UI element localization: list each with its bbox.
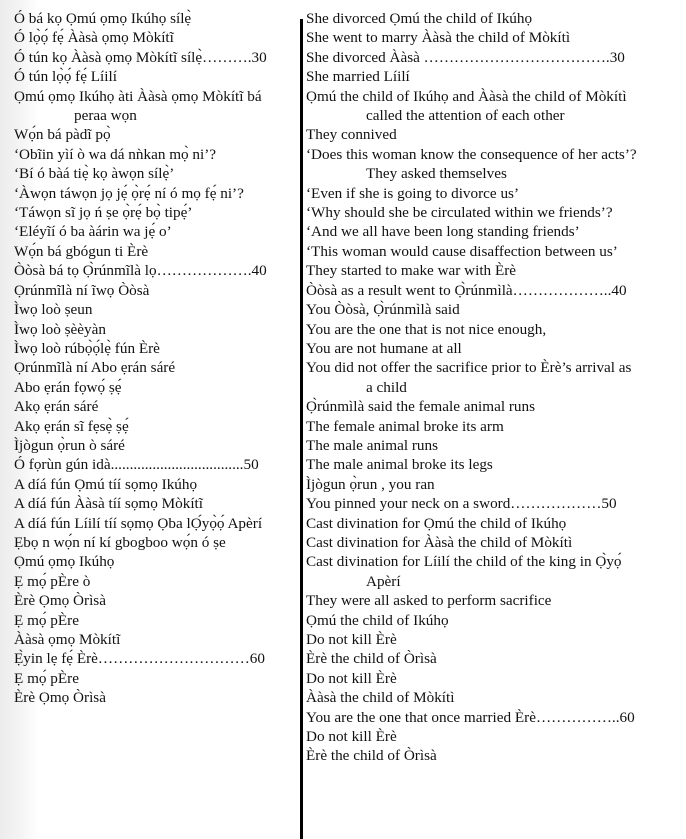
yoruba-line-text: A díá fún Ààsà tíí sọmọ Mòkítĩ <box>14 495 203 513</box>
english-line <box>306 320 678 339</box>
english-line-text: She divorced Ààsà ……………………………….30 <box>306 48 625 66</box>
english-line-text: The male animal broke its legs <box>306 456 493 474</box>
english-line-text: They started to make war with Èrè <box>306 262 517 280</box>
english-line <box>306 708 678 727</box>
yoruba-line-text: Ó bá kọ Ọmú ọmọ Ikúhọ sílẹ̀ <box>14 10 192 27</box>
yoruba-line-text: Èrè Ọmọ Òrìsà <box>14 689 106 707</box>
yoruba-line <box>14 145 298 164</box>
yoruba-line <box>14 28 298 47</box>
english-line-text: They connived <box>306 126 397 144</box>
yoruba-line <box>14 494 298 513</box>
yoruba-line-text: Ìwọ loò rúbọ̀ọ́lẹ̀ fún Èrè <box>14 339 160 357</box>
yoruba-line <box>14 222 298 241</box>
english-line <box>306 125 678 144</box>
yoruba-line-text: Ọrúnmĩlà ní ĩwọ Òòsà <box>14 281 150 299</box>
english-line-text: Ọmú the child of Ikúhọ <box>306 611 449 629</box>
english-line <box>306 48 678 67</box>
yoruba-line <box>14 281 298 300</box>
english-line-text: The female animal broke its arm <box>306 417 504 435</box>
english-line <box>306 9 678 28</box>
yoruba-line <box>14 417 298 436</box>
english-line <box>306 514 678 533</box>
english-line <box>306 669 678 688</box>
yoruba-line <box>14 436 298 455</box>
english-line-text: Ìjògun ọ̀run , you ran <box>306 475 435 493</box>
english-line-text: Cast divination for Ààsà the child of Mòkítì <box>306 533 573 551</box>
english-line <box>306 533 678 552</box>
yoruba-verse-column <box>14 9 298 708</box>
english-line-text: Èrè the child of Òrìsà <box>306 650 437 668</box>
yoruba-line <box>14 242 298 261</box>
yoruba-line-text: Ó tún kọ Ààsà ọmọ Mòkítĩ sílẹ̀……….30 <box>14 48 267 66</box>
yoruba-line-text: Ó lọ̀ọ́ fẹ́ Ààsà ọmọ Mòkítĩ <box>14 29 174 47</box>
yoruba-line <box>14 591 298 610</box>
english-line <box>306 222 678 241</box>
english-line-text: She divorced Ọmú the child of Ikúhọ <box>306 10 533 27</box>
yoruba-line <box>14 164 298 183</box>
yoruba-line-continuation: peraa wọn <box>74 107 137 125</box>
yoruba-line-text: A díá fún Líilí tíí sọmọ Ọba lỌ́yọ̀ọ́ Apèrí <box>14 514 263 532</box>
yoruba-line <box>14 261 298 280</box>
english-line <box>306 611 678 630</box>
english-line-text: ‘And we all have been long standing friends’ <box>306 223 580 241</box>
yoruba-line <box>14 572 298 591</box>
yoruba-line <box>14 455 298 474</box>
english-line-text: Ọ̀rúnmìlà said the female animal runs <box>306 398 536 416</box>
english-line <box>306 417 678 436</box>
english-line <box>306 688 678 707</box>
english-line-text: Ọmú the child of Ikúhọ and Ààsà the child of Mòkítì <box>306 87 627 105</box>
english-translation-column <box>306 9 678 766</box>
yoruba-line-text: Ẹ mọ́ pÈre <box>14 669 79 687</box>
yoruba-line-text: Ìwọ loò ṣeun <box>14 301 93 319</box>
english-line-text: She went to marry Ààsà the child of Mòkítì <box>306 29 571 47</box>
english-line-text: You are the one that once married Èrè……………..60 <box>306 708 635 726</box>
yoruba-line <box>14 358 298 377</box>
english-line-text: Do not kill Èrè <box>306 728 397 746</box>
yoruba-line <box>14 397 298 416</box>
english-line <box>306 494 678 513</box>
english-line <box>306 67 678 86</box>
english-line-text: Do not kill Èrè <box>306 669 397 687</box>
yoruba-line-text: Ìjògun ọ̀run ò sáré <box>14 436 125 454</box>
yoruba-line <box>14 378 298 397</box>
yoruba-line-text: ‘Bí ó bàá tiẹ̀ kọ àwọn sílẹ̀’ <box>14 165 175 183</box>
yoruba-line <box>14 688 298 707</box>
english-line <box>306 28 678 47</box>
english-line-text: ‘Why should she be circulated within we friends’? <box>306 204 613 222</box>
english-line <box>306 727 678 746</box>
english-line <box>306 300 678 319</box>
yoruba-line <box>14 184 298 203</box>
yoruba-line-text: ‘Àwọn táwọn jọ jẹ́ ọ̀rẹ́ ní ó mọ fẹ́ ni’? <box>14 184 244 202</box>
yoruba-line-text: Ẹ mọ́ pÈre <box>14 611 79 629</box>
english-line-text: Do not kill Èrè <box>306 631 397 648</box>
english-line <box>306 242 678 261</box>
english-line <box>306 397 678 416</box>
yoruba-line <box>14 9 298 28</box>
english-line-continuation: a child <box>366 378 407 396</box>
yoruba-line <box>14 669 298 688</box>
english-line <box>306 552 678 591</box>
english-line-text: ‘This woman would cause disaffection between us’ <box>306 242 618 260</box>
yoruba-line <box>14 533 298 552</box>
english-line-text: You are not humane at all <box>306 339 462 357</box>
english-line-text: Cast divination for Ọmú the child of Ikúhọ <box>306 514 567 532</box>
english-line <box>306 184 678 203</box>
yoruba-line <box>14 649 298 668</box>
yoruba-line-text: Abo ẹrán fọwọ́ ṣẹ́ <box>14 378 122 396</box>
english-line <box>306 203 678 222</box>
english-line <box>306 455 678 474</box>
yoruba-line-text: ‘Obĩin yìí ò wa dá nǹkan mọ̀ ni’? <box>14 145 217 163</box>
english-line <box>306 339 678 358</box>
yoruba-line-text: Ẹ mọ́ pÈre ò <box>14 572 91 590</box>
english-line <box>306 475 678 494</box>
english-line-continuation: Apèrí <box>366 572 401 590</box>
yoruba-line-text: Ọmú ọmọ Ikúhọ àti Ààsà ọmọ Mòkítĩ bá <box>14 87 262 105</box>
yoruba-line-text: ‘Táwọn sĩ jọ ń ṣe ọ̀rẹ́ bọ̀ tipẹ́’ <box>14 204 193 222</box>
yoruba-line <box>14 48 298 67</box>
yoruba-line <box>14 300 298 319</box>
english-line <box>306 87 678 126</box>
yoruba-line-text: Ààsà ọmọ Mòkítĩ <box>14 631 121 648</box>
yoruba-line-text: Akọ ẹrán sĩ fẹsẹ̀ ṣẹ́ <box>14 417 129 435</box>
yoruba-line <box>14 552 298 571</box>
english-line <box>306 436 678 455</box>
yoruba-line-text: Òòsà bá tọ Ọ̀rúnmĩlà lọ……………….40 <box>14 262 267 280</box>
english-line <box>306 358 678 397</box>
yoruba-line <box>14 611 298 630</box>
english-line-text: Òòsà as a result went to Ọ̀rúnmìlà………………..40 <box>306 281 627 299</box>
english-line-text: You Òòsà, Ọ̀rúnmìlà said <box>306 301 460 319</box>
english-line <box>306 630 678 649</box>
yoruba-line <box>14 87 298 126</box>
column-divider <box>300 19 303 839</box>
english-line-text: You did not offer the sacrifice prior to Èrè’s arrival as <box>306 359 632 377</box>
english-line-text: They were all asked to perform sacrifice <box>306 592 552 610</box>
english-line-text: ‘Does this woman know the consequence of her acts’? <box>306 145 637 163</box>
english-line-text: She married Líilí <box>306 68 410 86</box>
english-line-text: Cast divination for Líilí the child of the king in Ọ̀yọ́ <box>306 553 622 571</box>
english-line-text: You are the one that is not nice enough, <box>306 320 547 338</box>
yoruba-line <box>14 630 298 649</box>
yoruba-line-text: Ó fọrùn gún idà...................................50 <box>14 456 259 474</box>
yoruba-line-text: Ọmú ọmọ Ikúhọ <box>14 553 115 571</box>
english-line-text: Ààsà the child of Mòkítì <box>306 689 455 707</box>
yoruba-line <box>14 203 298 222</box>
yoruba-line-text: Ó tún lọ̀ọ́ fẹ́ Líilí <box>14 68 117 86</box>
yoruba-line-text: Ẹ̀yin lẹ fẹ́ Èrè…………………………60 <box>14 650 265 668</box>
yoruba-line-text: ‘Eléyĩí ó ba àárin wa jẹ́ o’ <box>14 223 172 241</box>
yoruba-line <box>14 475 298 494</box>
english-line-text: The male animal runs <box>306 436 439 454</box>
yoruba-line <box>14 514 298 533</box>
yoruba-line-text: Wọ́n bá pàdĩ pọ̀ <box>14 126 111 144</box>
english-line-text: ‘Even if she is going to divorce us’ <box>306 184 520 202</box>
yoruba-line-text: Ìwọ loò ṣèèyàn <box>14 320 106 338</box>
english-line-continuation: called the attention of each other <box>366 107 565 125</box>
yoruba-line-text: Wọ́n bá gbógun ti Èrè <box>14 242 149 260</box>
english-line <box>306 261 678 280</box>
english-line-continuation: They asked themselves <box>366 165 507 183</box>
yoruba-line <box>14 339 298 358</box>
yoruba-line-text: Akọ ẹrán sáré <box>14 398 99 416</box>
english-line <box>306 649 678 668</box>
yoruba-line-text: A díá fún Ọmú tíí sọmọ Ikúhọ <box>14 475 198 493</box>
english-line-text: You pinned your neck on a sword………………50 <box>306 495 617 513</box>
yoruba-line-text: Ẹbọ n wọ́n ní kí gbogboo wọ́n ó ṣe <box>14 533 226 551</box>
english-line <box>306 746 678 765</box>
yoruba-line-text: Èrè Ọmọ Òrìsà <box>14 592 106 610</box>
english-line <box>306 145 678 184</box>
english-line <box>306 281 678 300</box>
yoruba-line <box>14 67 298 86</box>
english-line-text: Èrè the child of Òrìsà <box>306 747 437 765</box>
yoruba-line <box>14 320 298 339</box>
yoruba-line-text: Ọrúnmĩlà ní Abo ẹrán sáré <box>14 359 176 377</box>
english-line <box>306 591 678 610</box>
yoruba-line <box>14 125 298 144</box>
